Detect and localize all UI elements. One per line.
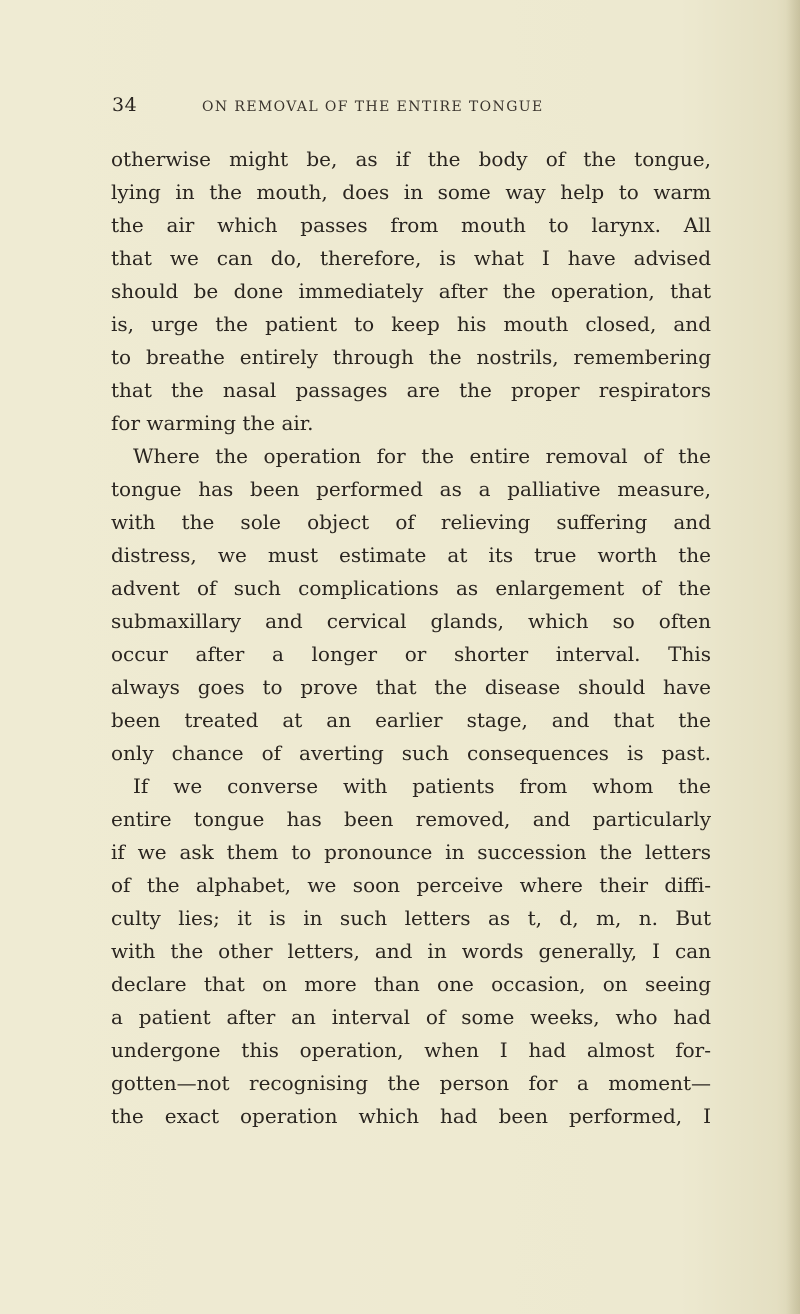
text-line: declare that on more than one occasion, on seeing xyxy=(111,972,711,996)
text-line: with the sole object of relieving suffering and xyxy=(111,510,711,534)
body-text xyxy=(111,143,711,1133)
text-line: to breathe entirely through the nostrils, remembering xyxy=(111,345,711,369)
text-line: the air which passes from mouth to larynx. All xyxy=(111,213,711,237)
text-line: a patient after an interval of some weeks, who had xyxy=(111,1005,711,1029)
text-line: submaxillary and cervical glands, which so often xyxy=(111,609,711,633)
text-line: that we can do, therefore, is what I have advised xyxy=(111,246,711,270)
text-line: if we ask them to pronounce in succession the letters xyxy=(111,840,711,864)
text-line: entire tongue has been removed, and particularly xyxy=(111,807,711,831)
text-line: that the nasal passages are the proper respirators xyxy=(111,378,711,402)
text-line: culty lies; it is in such letters as t, d, m, n. But xyxy=(111,906,711,930)
text-line: been treated at an earlier stage, and that the xyxy=(111,708,711,732)
text-line: advent of such complications as enlargement of the xyxy=(111,576,711,600)
text-line: If we converse with patients from whom the xyxy=(133,774,711,798)
page-number: 34 xyxy=(112,94,138,116)
text-line: otherwise might be, as if the body of the tongue, xyxy=(111,147,711,171)
page-edge-shadow xyxy=(786,0,800,1314)
text-line: is, urge the patient to keep his mouth closed, and xyxy=(111,312,711,336)
running-head: ON REMOVAL OF THE ENTIRE TONGUE xyxy=(202,99,544,115)
text-line: should be done immediately after the operation, that xyxy=(111,279,711,303)
text-line: gotten—not recognising the person for a moment— xyxy=(111,1071,711,1095)
text-line: only chance of averting such consequences is past. xyxy=(111,741,711,765)
text-line: occur after a longer or shorter interval. This xyxy=(111,642,711,666)
text-line: distress, we must estimate at its true worth the xyxy=(111,543,711,567)
text-line: the exact operation which had been performed, I xyxy=(111,1104,711,1128)
text-line: always goes to prove that the disease should have xyxy=(111,675,711,699)
text-line: for warming the air. xyxy=(111,411,314,435)
text-line: lying in the mouth, does in some way help to warm xyxy=(111,180,711,204)
text-line: Where the operation for the entire removal of the xyxy=(133,444,711,468)
text-line: tongue has been performed as a palliative measure, xyxy=(111,477,711,501)
text-line: with the other letters, and in words generally, I can xyxy=(111,939,711,963)
text-line: of the alphabet, we soon perceive where their diffi- xyxy=(111,873,711,897)
text-line: undergone this operation, when I had almost for- xyxy=(111,1038,711,1062)
